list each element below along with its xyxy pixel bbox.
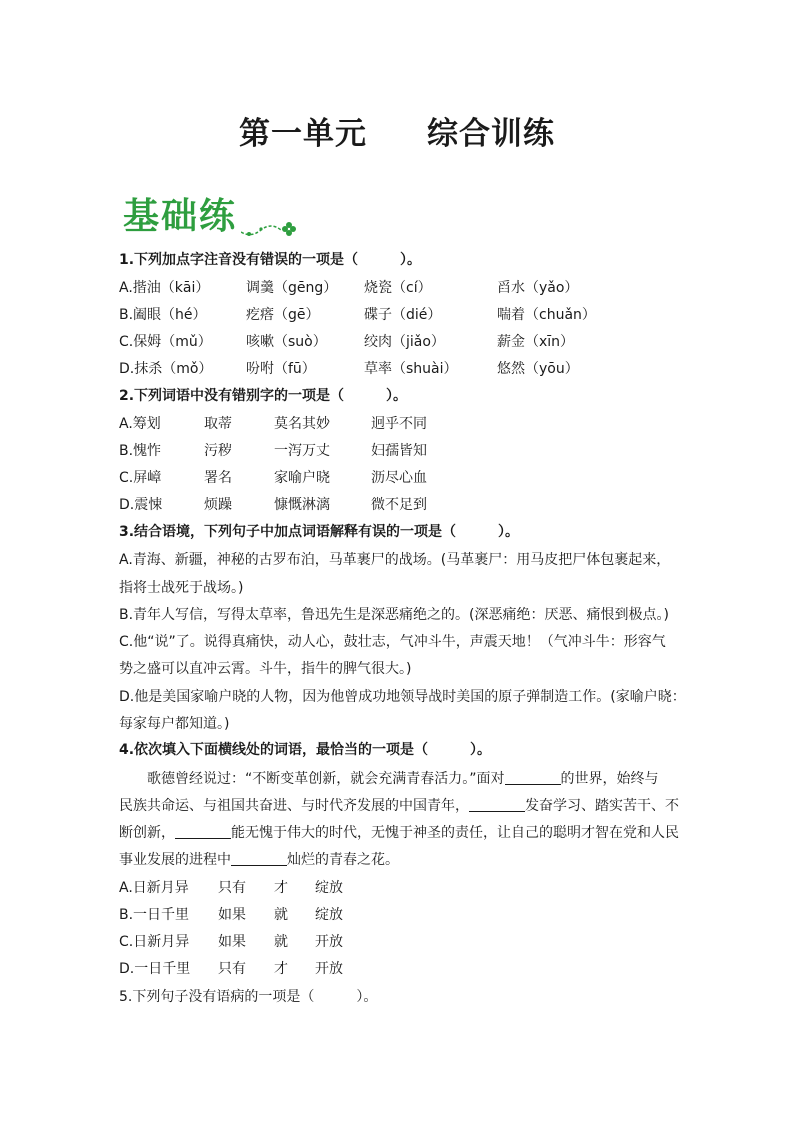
q4-option-cell: 就	[274, 934, 288, 950]
q4-option-cell: 开放	[315, 934, 343, 950]
clover-decoration-icon	[241, 218, 301, 240]
page-title	[0, 108, 794, 153]
q2-option-cell: 署名	[204, 470, 232, 486]
q2-option-cell: 微不足到	[371, 497, 427, 513]
q2-option-cell: 迥乎不同	[371, 416, 427, 432]
q4-option-cell: 绽放	[315, 907, 343, 923]
q1-option-cell: 草率（shuài）	[364, 361, 458, 377]
q1-option-cell: 舀水（yǎo）	[497, 280, 579, 296]
q3-text-line: C.他“说”了。说得真痛快，动人心，鼓壮志，气冲斗牛，声震天地！（气冲斗牛：形容气	[119, 634, 666, 650]
q2-option-cell: C.屏嶂	[119, 470, 162, 486]
question-4-stem: 4.依次填入下面横线处的词语，最恰当的一项是（ ）。	[119, 742, 492, 758]
q4-option-cell: 如果	[218, 907, 246, 923]
q4-option-cell: 才	[274, 880, 288, 896]
q1-option-cell: D.抹杀（mǒ）	[119, 361, 213, 377]
q3-text-line: A.青海、新疆，神秘的古罗布泊，马革裹尸的战场。(马革裹尸：用马皮把尸体包裹起来，	[119, 552, 671, 568]
q2-option-cell: 莫名其妙	[274, 416, 330, 432]
q2-option-cell: B.愧怍	[119, 443, 162, 459]
q2-option-cell: A.筹划	[119, 416, 161, 432]
question-2-stem: 2.下列词语中没有错别字的一项是（ ）。	[119, 388, 408, 404]
title-training: 综合训练	[427, 116, 555, 152]
question-3-stem: 3.结合语境，下列句子中加点词语解释有误的一项是（ ）。	[119, 524, 520, 540]
q4-passage-line-3	[119, 822, 679, 842]
q4-option-cell: C.日新月异	[119, 934, 190, 950]
banner-text: 基础练	[123, 196, 238, 237]
q4-option-cell: 如果	[218, 934, 246, 950]
q4-text: 断创新，	[119, 825, 175, 841]
q4-option-cell: D.一日千里	[119, 961, 191, 977]
q1-option-cell: 咳嗽（suò）	[246, 334, 327, 350]
q2-option-cell: 慷慨淋漓	[274, 497, 330, 513]
q1-option-cell: 绞肉（jiǎo）	[364, 334, 445, 350]
q4-option-cell: 绽放	[315, 880, 343, 896]
blank-4	[231, 851, 287, 866]
q1-option-cell: A.揩油（kāi）	[119, 280, 210, 296]
question-1-stem: 1.下列加点字注音没有错误的一项是（ ）。	[119, 252, 422, 268]
q4-option-cell: 开放	[315, 961, 343, 977]
blank-3	[175, 824, 231, 839]
q1-option-cell: 调羹（gēng）	[246, 280, 338, 296]
q4-option-cell: A.日新月异	[119, 880, 189, 896]
q1-option-cell: B.阖眼（hé）	[119, 307, 207, 323]
q2-option-cell: D.震悚	[119, 497, 163, 513]
q2-option-cell: 取蒂	[204, 416, 232, 432]
q1-option-cell: 吩咐（fū）	[246, 361, 316, 377]
q1-option-cell: 碟子（dié）	[364, 307, 442, 323]
q1-option-cell: 悠然（yōu）	[497, 361, 579, 377]
q4-option-cell: B.一日千里	[119, 907, 190, 923]
q1-option-cell: C.保姆（mǔ）	[119, 334, 212, 350]
q3-text-line: 指将士战死于战场。)	[119, 580, 244, 596]
q2-option-cell: 烦躁	[204, 497, 232, 513]
q4-text: 歌德曾经说过：“不断变革创新，就会充满青春活力。”面对	[147, 771, 505, 787]
q3-text-line: 势之盛可以直冲云霄。斗牛，指牛的脾气很大。)	[119, 661, 412, 677]
q1-option-cell: 喘着（chuǎn）	[497, 307, 596, 323]
q1-option-cell: 烧瓷（cí）	[364, 280, 432, 296]
q2-option-cell: 污秽	[204, 443, 232, 459]
q2-option-cell: 沥尽心血	[371, 470, 427, 486]
q4-passage-line-1	[147, 768, 659, 788]
question-5-stem: 5.下列句子没有语病的一项是（ ）。	[119, 989, 378, 1005]
q4-passage-line-2	[119, 795, 679, 815]
q4-text: 民族共命运、与祖国共奋进、与时代齐发展的中国青年，	[119, 798, 469, 814]
q4-text: 的世界，始终与	[560, 771, 659, 787]
q4-passage-line-4	[119, 849, 399, 869]
blank-1	[505, 770, 561, 785]
title-unit: 第一单元	[239, 116, 367, 152]
blank-2	[469, 797, 525, 812]
q1-option-cell: 疙瘩（gē）	[246, 307, 320, 323]
q4-option-cell: 才	[274, 961, 288, 977]
q2-option-cell: 一泻万丈	[274, 443, 330, 459]
q2-option-cell: 家喻户晓	[274, 470, 330, 486]
q3-text-line: B.青年人写信，写得太草率，鲁迅先生是深恶痛绝之的。(深恶痛绝：厌恶、痛恨到极点。)	[119, 607, 669, 623]
q4-text: 能无愧于伟大的时代，无愧于神圣的责任，让自己的聪明才智在党和人民	[231, 825, 679, 841]
q4-option-cell: 只有	[218, 961, 246, 977]
q3-text-line: D.他是美国家喻户晓的人物，因为他曾成功地领导战时美国的原子弹制造工作。(家喻户晓：	[119, 689, 686, 705]
q4-option-cell: 就	[274, 907, 288, 923]
q4-text: 事业发展的进程中	[119, 852, 231, 868]
q4-text: 发奋学习、踏实苦干、不	[525, 798, 679, 814]
q4-option-cell: 只有	[218, 880, 246, 896]
q4-text: 灿烂的青春之花。	[287, 852, 399, 868]
q3-text-line: 每家每户都知道。)	[119, 716, 230, 732]
section-banner	[123, 188, 237, 239]
q1-option-cell: 薪金（xīn）	[497, 334, 575, 350]
q2-option-cell: 妇孺皆知	[371, 443, 427, 459]
